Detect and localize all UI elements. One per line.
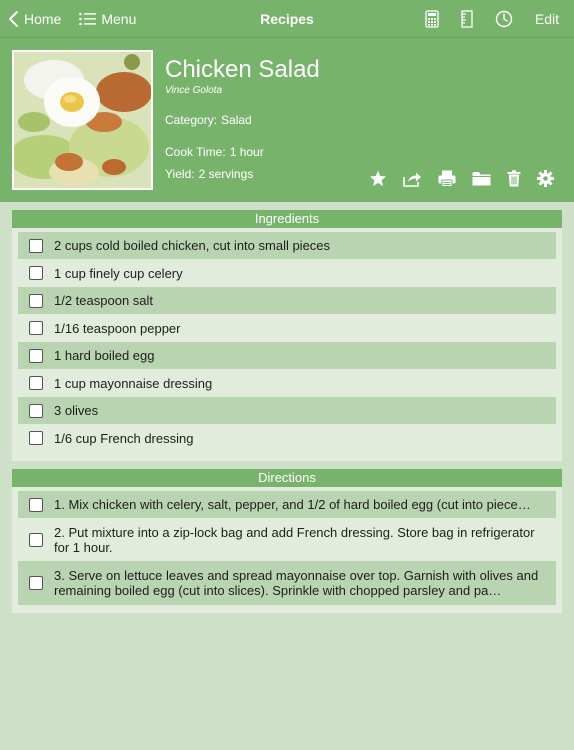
ingredient-row[interactable] [18, 397, 556, 424]
ingredient-row[interactable] [18, 259, 556, 287]
ingredient-checkbox[interactable] [29, 404, 43, 418]
ingredient-text: 1 hard boiled egg [54, 348, 155, 363]
ingredient-row[interactable] [18, 424, 556, 452]
ingredient-text: 1 cup mayonnaise dressing [54, 375, 213, 391]
recipe-title: Chicken Salad [165, 56, 320, 83]
directions-heading: Directions [12, 469, 562, 487]
chevron-left-icon [8, 11, 19, 27]
directions-list [12, 487, 562, 605]
ingredient-checkbox[interactable] [29, 376, 43, 390]
ingredient-row[interactable] [18, 314, 556, 342]
ingredient-checkbox[interactable] [29, 266, 43, 280]
edit-button[interactable]: Edit [534, 11, 559, 27]
recipe-photo [12, 50, 153, 190]
menu-button-label: Menu [101, 11, 137, 27]
star-icon[interactable] [369, 170, 387, 187]
cook-time-label: Cook Time: [165, 145, 226, 159]
home-button-label: Home [24, 11, 62, 27]
category-label: Category: [165, 113, 218, 127]
list-icon [79, 12, 96, 26]
ingredients-section [12, 210, 562, 461]
ingredient-row[interactable] [18, 232, 556, 259]
timer-icon[interactable] [495, 10, 513, 28]
ingredient-text: 1/16 teaspoon pepper [54, 320, 181, 336]
recipe-author: Vince Golota [165, 85, 223, 96]
folder-icon[interactable] [472, 171, 491, 186]
yield-label: Yield: [165, 167, 195, 181]
recipe-header [0, 38, 574, 202]
cook-time-value: 1 hour [229, 145, 264, 159]
ingredient-row[interactable] [18, 369, 556, 397]
direction-text: 3. Serve on lettuce leaves and spread mayonnaise over top. Garnish with olives and remaining boiled egg (cut into slices). Sprinkle with chopped parsley and pa… [54, 568, 539, 598]
ingredient-text: 2 cups cold boiled chicken, cut into small pieces [54, 238, 331, 253]
nav-left-group [8, 0, 136, 38]
ingredient-text: 1/6 cup French dressing [54, 430, 194, 446]
nav-bar [0, 0, 574, 38]
nav-right-group [425, 0, 559, 38]
trash-icon[interactable] [507, 170, 521, 187]
ingredient-checkbox[interactable] [29, 431, 43, 445]
direction-row[interactable] [18, 491, 556, 518]
menu-button[interactable] [79, 11, 136, 27]
direction-text: 2. Put mixture into a zip-lock bag and add French dressing. Store bag in refrigerator for 1 hour. [54, 524, 535, 555]
direction-checkbox[interactable] [29, 576, 43, 590]
category-field [165, 113, 252, 127]
cook-time-field [165, 145, 264, 159]
yield-value: 2 servings [198, 167, 254, 181]
ruler-icon[interactable] [461, 10, 473, 28]
yield-field [165, 167, 253, 181]
share-icon[interactable] [403, 171, 422, 187]
category-value: Salad [221, 113, 252, 127]
ingredient-checkbox[interactable] [29, 321, 43, 335]
ingredient-checkbox[interactable] [29, 239, 43, 253]
directions-section [12, 469, 562, 613]
ingredient-checkbox[interactable] [29, 294, 43, 308]
ingredient-checkbox[interactable] [29, 349, 43, 363]
home-button[interactable] [8, 11, 61, 27]
print-icon[interactable] [438, 170, 456, 187]
ingredient-text: 3 olives [54, 403, 99, 418]
ingredient-text: 1/2 teaspoon salt [54, 293, 154, 308]
ingredients-list [12, 228, 562, 452]
direction-checkbox[interactable] [29, 533, 43, 547]
direction-row[interactable] [18, 561, 556, 605]
direction-row[interactable] [18, 518, 556, 561]
direction-text: 1. Mix chicken with celery, salt, pepper, and 1/2 of hard boiled egg (cut into piece… [54, 497, 531, 512]
nav-title: Recipes [260, 11, 314, 27]
calculator-icon[interactable] [425, 10, 439, 28]
ingredient-text: 1 cup finely cup celery [54, 265, 183, 281]
direction-checkbox[interactable] [29, 498, 43, 512]
ingredient-row[interactable] [18, 342, 556, 369]
ingredient-row[interactable] [18, 287, 556, 314]
recipe-actions [369, 170, 554, 187]
gear-icon[interactable] [537, 170, 554, 187]
ingredients-heading: Ingredients [12, 210, 562, 228]
